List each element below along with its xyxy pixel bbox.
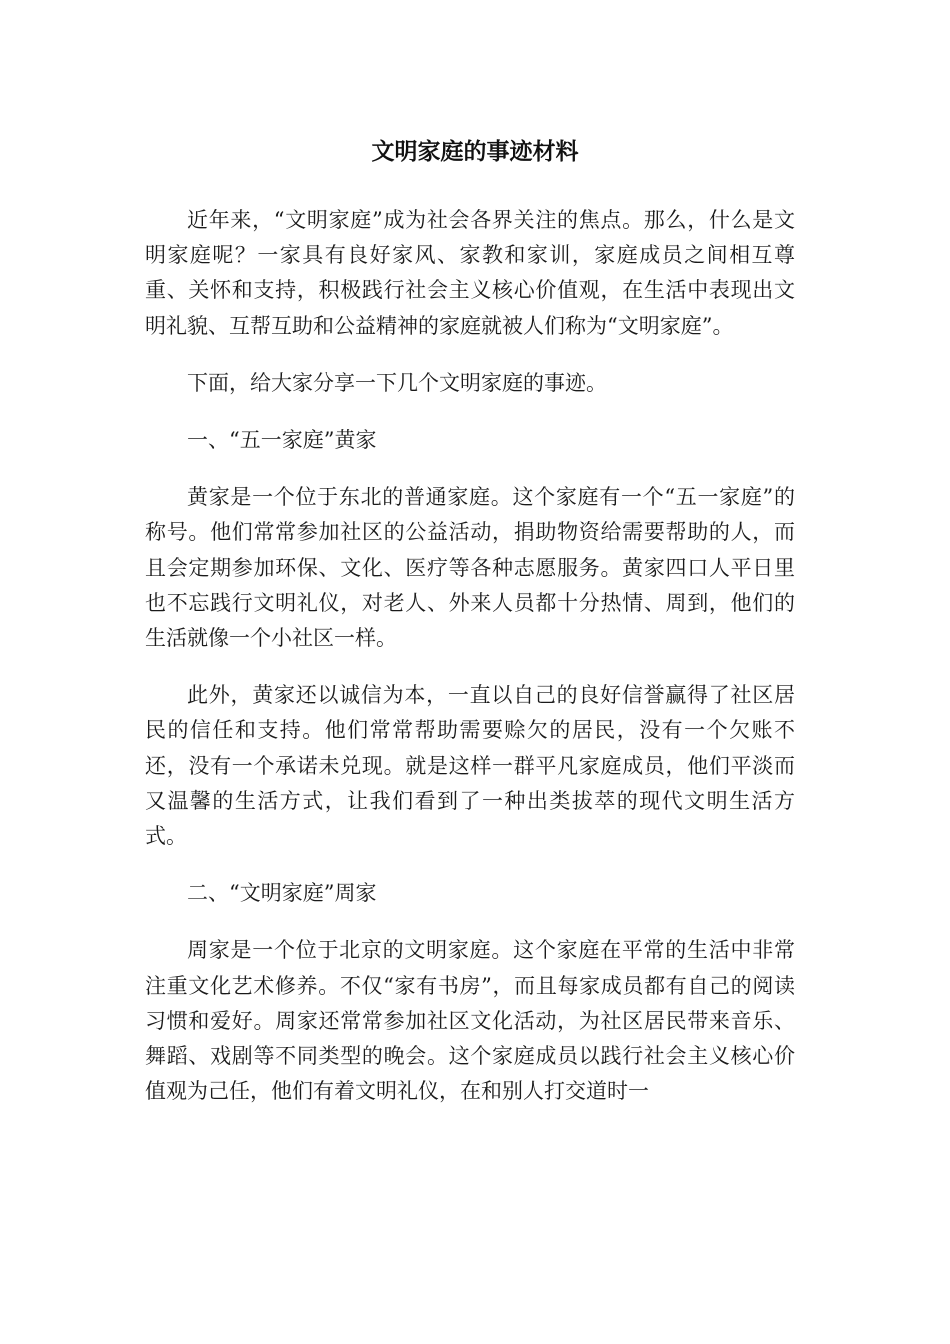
section-heading-1: 一、“五一家庭”黄家: [187, 428, 377, 453]
paragraph-zhou-1: 周家是一个位于北京的文明家庭。这个家庭在平常的生活中非常注重文化艺术修养。不仅“家有书房”，而且每家成员都有自己的阅读习惯和爱好。周家还常常参加社区文化活动，为社区居民带来音乐、舞蹈、戏剧等不同类型的晚会。这个家庭成员以践行社会主义核心价值观为己任，他们有着文明礼仪，在和别人打交道时一: [145, 938, 795, 1104]
paragraph-huang-1: 黄家是一个位于东北的普通家庭。这个家庭有一个“五一家庭”的称号。他们常常参加社区的公益活动，捐助物资给需要帮助的人，而且会定期参加环保、文化、医疗等各种志愿服务。黄家四口人平日里也不忘践行文明礼仪，对老人、外来人员都十分热情、周到，他们的生活就像一个小社区一样。: [145, 485, 795, 651]
section-heading-2: 二、“文明家庭”周家: [187, 881, 377, 906]
document-title: 文明家庭的事迹材料: [371, 139, 579, 165]
paragraph-lead-in: 下面，给大家分享一下几个文明家庭的事迹。: [187, 370, 607, 395]
paragraph-intro: 近年来，“文明家庭”成为社会各界关注的焦点。那么，什么是文明家庭呢？一家具有良好家风、家教和家训，家庭成员之间相互尊重、关怀和支持，积极践行社会主义核心价值观，在生活中表现出文明礼貌、互帮互助和公益精神的家庭就被人们称为“文明家庭”。: [145, 208, 795, 338]
document-body: [145, 203, 795, 1131]
paragraph-huang-2: 此外，黄家还以诚信为本，一直以自己的良好信誉赢得了社区居民的信任和支持。他们常常帮助需要赊欠的居民，没有一个欠账不还，没有一个承诺未兑现。就是这样一群平凡家庭成员，他们平淡而又温馨的生活方式，让我们看到了一种出类拔萃的现代文明生活方式。: [145, 683, 795, 849]
